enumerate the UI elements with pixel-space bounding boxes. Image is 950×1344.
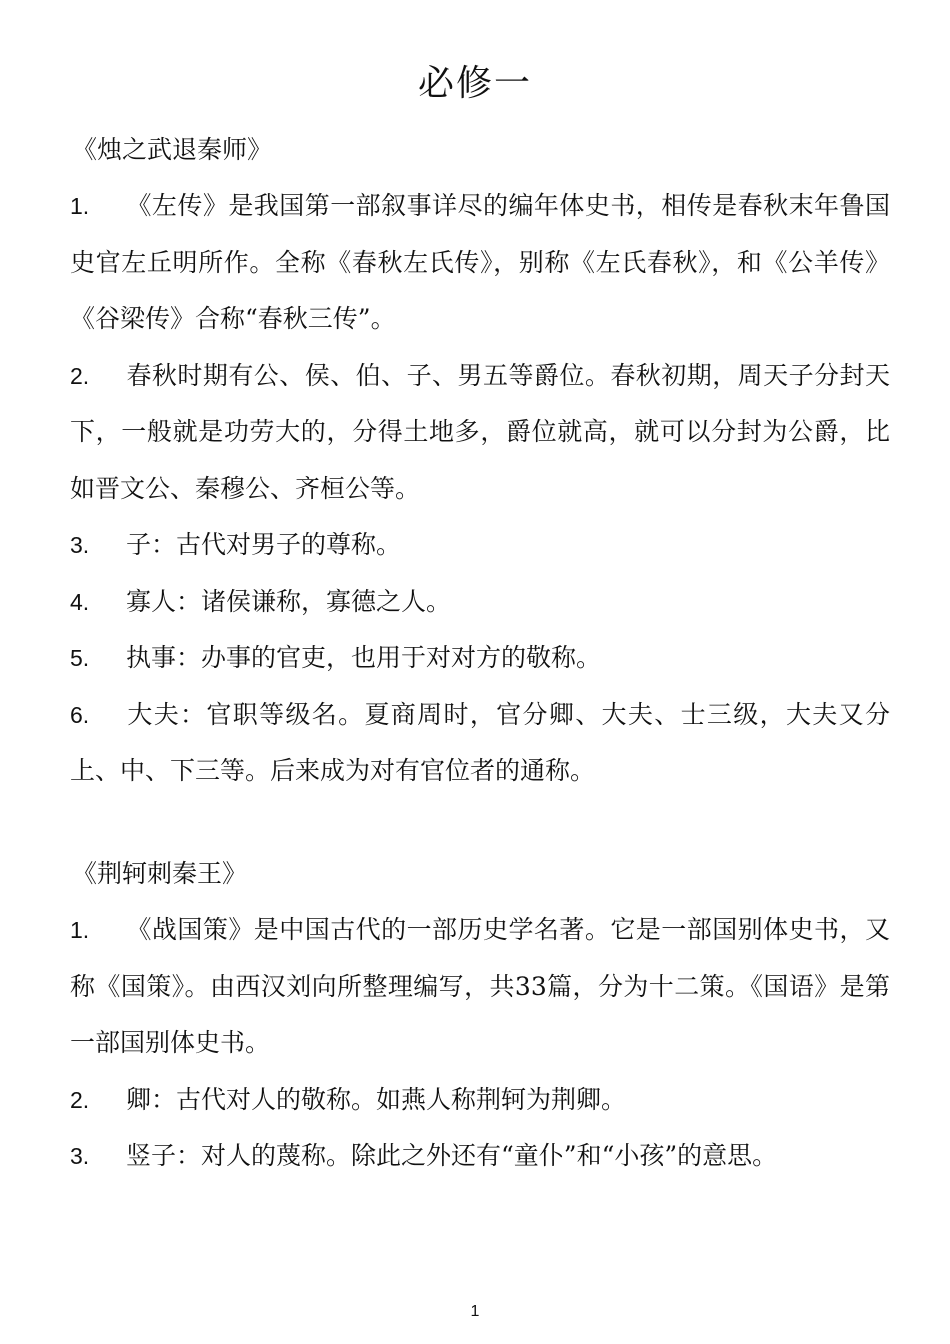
list-item — [70, 687, 890, 800]
section-heading: 《烛之武退秦师》 — [72, 135, 273, 164]
item-number: 2. — [70, 362, 90, 389]
item-number: 3. — [70, 1143, 90, 1169]
item-text: 春秋时期有公、侯、伯、子、男五等爵位。春秋初期，周天子分封天下，一般就是功劳大的，分得土地多，爵位就高，就可以分封为公爵，比如晋文公、秦穆公、齐桓公等。 — [70, 360, 890, 503]
item-number: 2. — [70, 1086, 90, 1113]
list-item — [70, 574, 890, 631]
item-text: 寡人：诸侯谦称，寡德之人。 — [126, 586, 452, 616]
list-item — [70, 1072, 890, 1129]
list-item — [70, 630, 890, 687]
section-heading: 《荆轲刺秦王》 — [72, 859, 248, 888]
item-number: 5. — [70, 645, 90, 671]
page-title: 必修一 — [417, 63, 532, 104]
item-number: 1. — [70, 917, 90, 943]
list-item — [70, 1128, 890, 1185]
list-item — [70, 178, 890, 348]
item-text: 《左传》是我国第一部叙事详尽的编年体史书，相传是春秋末年鲁国史官左丘明所作。全称《春秋左氏传》，别称《左氏春秋》，和《公羊传》《谷梁传》合称“春秋三传”。 — [70, 191, 890, 333]
list-item — [70, 902, 890, 1072]
item-number: 4. — [70, 588, 90, 615]
list-item — [70, 348, 890, 518]
item-text: 执事：办事的官吏，也用于对对方的敬称。 — [126, 643, 602, 672]
item-text: 《战国策》是中国古代的一部历史学名著。它是一部国别体史书，又称《国策》。由西汉刘向所整理编写，共33篇，分为十二策。《国语》是第一部国别体史书。 — [70, 915, 890, 1057]
item-text: 子：古代对男子的尊称。 — [126, 530, 402, 559]
section-zhu-zhi-wu — [70, 126, 890, 800]
item-number: 6. — [70, 701, 90, 728]
item-number: 3. — [70, 532, 90, 558]
item-text: 竖子：对人的蔑称。除此之外还有“童仆”和“小孩”的意思。 — [126, 1141, 778, 1170]
item-number: 1. — [70, 193, 90, 219]
list-item — [70, 517, 890, 574]
item-text: 卿：古代对人的敬称。如燕人称荆轲为荆卿。 — [126, 1084, 627, 1114]
page-number: 1 — [470, 1303, 480, 1320]
item-text: 大夫：官职等级名。夏商周时，官分卿、大夫、士三级，大夫又分上、中、下三等。后来成为对有官位者的通称。 — [70, 699, 890, 785]
section-jing-ke — [70, 850, 890, 1185]
